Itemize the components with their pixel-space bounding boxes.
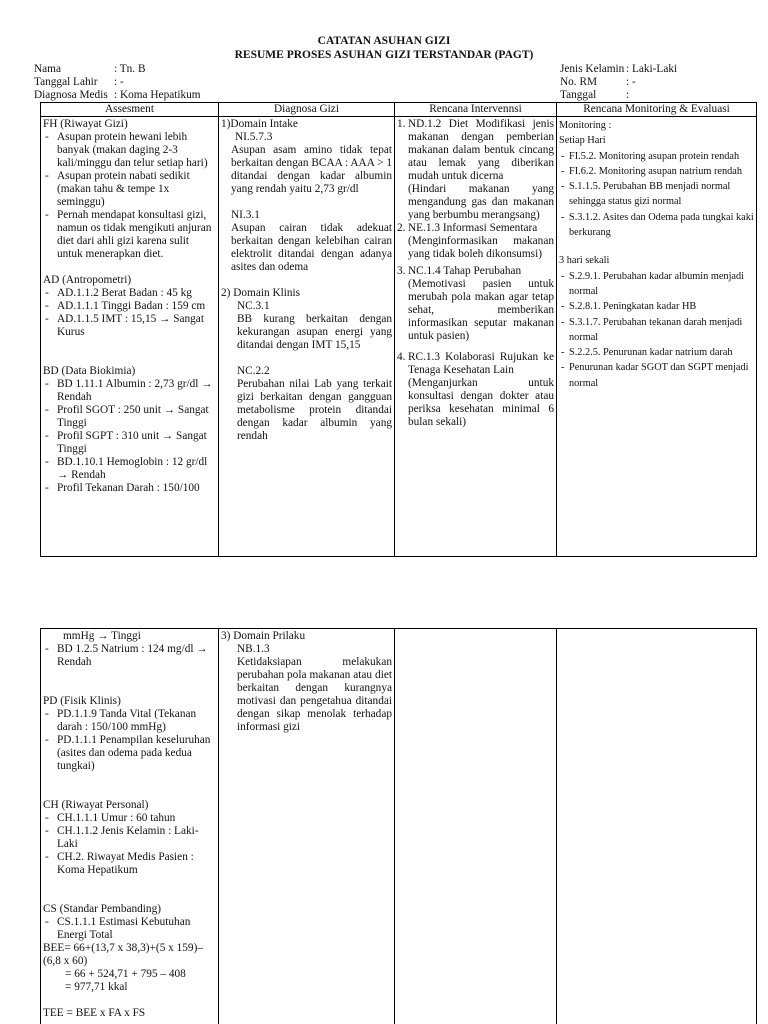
list-item: - BD.1.10.1 Hemoglobin : 12 gr/dl → Rendah — [45, 456, 208, 481]
diagnosis-code: NI.3.1 — [231, 209, 260, 221]
no-rm-row — [560, 76, 677, 89]
list-item: - AD.1.1.1 Tinggi Badan : 159 cm — [45, 300, 206, 312]
list-item: - S.1.1.5. Perubahan BB menjadi normal sehingga status gizi normal — [561, 181, 731, 208]
pagt-table — [40, 102, 757, 557]
table-body-row — [41, 629, 757, 1024]
intervention-item: 3. NC.1.4 Tahap Perubahan (Memotivasi pasien untuk merubah pola makan agar tetap sehat, memberikan informasikan seputar makanan untuk pasien) — [397, 265, 554, 342]
nama-row — [34, 63, 201, 76]
intervention-item: 2. NE.1.3 Informasi Sementara (Menginformasikan makanan yang tidak boleh dikonsumsi) — [397, 222, 554, 260]
fh-title: FH (Riwayat Gizi) — [43, 118, 128, 130]
tanggal-label: Tanggal — [560, 89, 597, 101]
list-item: - Profil SGOT : 250 unit → Sangat Tinggi — [45, 404, 209, 429]
ch-title: CH (Riwayat Personal) — [43, 799, 149, 811]
patient-info-left — [34, 63, 201, 102]
column-header-diagnosa: Diagnosa Gizi — [219, 103, 395, 117]
list-item: - Profil Tekanan Darah : 150/100 — [45, 482, 200, 494]
diagnosa-cell — [219, 117, 395, 557]
jenis-kelamin-value: : Laki-Laki — [626, 63, 678, 75]
document-subtitle: RESUME PROSES ASUHAN GIZI TERSTANDAR (PAGT) — [234, 49, 534, 61]
list-item: - Pernah mendapat konsultasi gizi, namun os tidak mengikuti anjuran diet dari ahli gizi karena sulit untuk menerapkan diet. — [45, 209, 212, 260]
domain-intake-title: 1)Domain Intake — [221, 118, 298, 130]
bd-title: BD (Data Biokimia) — [43, 365, 136, 377]
diagnosa-medis-row — [34, 89, 201, 102]
ad-title: AD (Antropometri) — [43, 274, 132, 286]
list-item: - CH.1.1.1 Umur : 60 tahun — [45, 812, 176, 824]
intervensi-cell — [395, 117, 557, 557]
table-header-row — [41, 103, 757, 117]
list-item: - Asupan protein nabati sedikit (makan tahu & tempe 1x seminggu) — [45, 170, 190, 208]
bee-step: = 66 + 524,71 + 795 – 408 — [65, 968, 186, 980]
diagnosis-text: Asupan cairan tidak adekuat berkaitan dengan kelebihan cairan elektrolit ditandai dengan adanya asites dan odema — [231, 222, 392, 273]
diagnosis-text: Asupan asam amino tidak tepat berkaitan dengan BCAA : AAA > 1 ditandai dengan kadar albumin yang rendah yaitu 2,73 gr/dl — [231, 144, 392, 195]
monitoring-frequency: 3 hari sekali — [559, 255, 610, 267]
column-header-assesment: Assesment — [41, 103, 219, 117]
list-item: - S.2.9.1. Perubahan kadar albumin menjadi normal — [561, 270, 745, 297]
diagnosis-code: NC.3.1 — [237, 300, 270, 312]
diagnosis-text: Ketidaksiapan melakukan perubahan pola makanan atau diet berkaitan dengan kurangnya motivasi dan pengetahua ditandai dengan sikap menolak terhadap informasi gizi — [237, 656, 392, 733]
column-header-monitoring: Rencana Monitoring & Evaluasi — [557, 103, 757, 117]
list-item: - AD.1.1.5 IMT : 15,15 → Sangat Kurus — [45, 313, 204, 338]
list-item: - S.3.1.2. Asites dan Odema pada tungkai kaki berkurang — [561, 211, 754, 239]
list-item: - PD.1.1.1 Penampilan keseluruhan (asites dan odema pada kedua tungkai) — [45, 734, 211, 772]
monitoring-cell — [557, 117, 757, 557]
list-item: - Profil SGPT : 310 unit → Sangat Tinggi — [45, 430, 207, 455]
domain-klinis-title: 2) Domain Klinis — [221, 287, 301, 299]
no-rm-value: : - — [626, 76, 636, 88]
list-item: - FI.6.2. Monitoring asupan natrium rendah — [561, 165, 743, 177]
pagt-table-continued — [40, 628, 757, 1024]
list-item: - S.3.1.7. Perubahan tekanan darah menjadi normal — [561, 316, 743, 343]
table-body-row — [41, 117, 757, 557]
pd-title: PD (Fisik Klinis) — [43, 695, 121, 707]
cs-title: CS (Standar Pembanding) — [43, 903, 161, 915]
list-item: - Penurunan kadar SGOT dan SGPT menjadi normal — [561, 362, 749, 389]
intervensi-cell-continued — [395, 629, 557, 1024]
nama-label: Nama — [34, 63, 61, 75]
tee-formula: TEE = BEE x FA x FS — [43, 1007, 146, 1019]
intervention-item: 1. ND.1.2 Diet Modifikasi jenis makanan dengan pemberian makanan dalam bentuk cincang atau lemak yang diberikan mudah untuk dicerna (Hindari makanan yang mengandung gas dan makanan yang berbumbu merangsang) — [397, 118, 554, 221]
list-item: - CS.1.1.1 Estimasi Kebutuhan Energi Total — [45, 916, 191, 941]
column-header-intervensi: Rencana Intervennsi — [395, 103, 557, 117]
jenis-kelamin-row — [560, 63, 677, 76]
list-item: - AD.1.1.2 Berat Badan : 45 kg — [45, 287, 192, 299]
domain-prilaku-title: 3) Domain Prilaku — [221, 630, 306, 642]
diagnosis-code: NI.5.7.3 — [235, 131, 273, 143]
list-item: - CH.1.1.2 Jenis Kelamin : Laki-Laki — [45, 825, 199, 850]
tanggal-lahir-label: Tanggal Lahir — [34, 76, 98, 88]
diagnosis-text: Perubahan nilai Lab yang terkait gizi berkaitan dengan gangguan metabolisme protein ditandai dengan kadar albumin yang rendah — [237, 378, 392, 442]
document-title: CATATAN ASUHAN GIZI — [317, 35, 451, 47]
intervention-item: 4. RC.1.3 Kolaborasi Rujukan ke Tenaga Kesehatan Lain (Menganjurkan untuk konsultasi dengan dokter atau periksa kesehatan minimal 6 bulan sekali) — [397, 351, 554, 428]
assessment-cell-continued — [41, 629, 219, 1024]
assessment-cell — [41, 117, 219, 557]
diagnosis-code: NB.1.3 — [237, 643, 270, 655]
monitoring-cell-continued — [557, 629, 757, 1024]
diagnosa-medis-value: : Koma Hepatikum — [114, 89, 201, 101]
list-item: - S.2.8.1. Peningkatan kadar HB — [561, 301, 697, 313]
tanggal-row — [560, 89, 677, 102]
diagnosa-medis-label: Diagnosa Medis — [34, 89, 108, 101]
bee-result: = 977,71 kkal — [65, 981, 128, 993]
list-item: - FI.5.2. Monitoring asupan protein rendah — [561, 150, 740, 162]
list-item: - BD 1.11.1 Albumin : 2,73 gr/dl → Rendah — [45, 378, 213, 403]
continued-line: mmHg → Tinggi — [63, 630, 141, 642]
diagnosis-code: NC.2.2 — [237, 365, 270, 377]
diagnosis-text: BB kurang berkaitan dengan kekurangan asupan energi yang ditandai dengan IMT 15,15 — [237, 313, 392, 351]
no-rm-label: No. RM — [560, 76, 598, 88]
bee-formula: BEE= 66+(13,7 x 38,3)+(5 x 159)–(6,8 x 60) — [43, 942, 203, 967]
list-item: - CH.2. Riwayat Medis Pasien : Koma Hepatikum — [45, 851, 194, 876]
jenis-kelamin-label: Jenis Kelamin — [560, 63, 625, 75]
tanggal-lahir-value: : - — [114, 76, 124, 88]
list-item: - S.2.2.5. Penurunan kadar natrium darah — [561, 347, 733, 359]
patient-info-right — [560, 63, 677, 102]
monitoring-frequency: Setiap Hari — [559, 135, 606, 147]
list-item: - BD 1.2.5 Natrium : 124 mg/dl → Rendah — [45, 643, 208, 668]
list-item: - Asupan protein hewani lebih banyak (makan daging 2-3 kali/minggu dan telur setiap hari) — [45, 131, 208, 169]
diagnosa-cell-continued — [219, 629, 395, 1024]
tanggal-value: : — [626, 89, 630, 101]
nama-value: : Tn. B — [114, 63, 146, 75]
list-item: - PD.1.1.9 Tanda Vital (Tekanan darah : 150/100 mmHg) — [45, 708, 197, 733]
tanggal-lahir-row — [34, 76, 201, 89]
monitoring-title: Monitoring : — [559, 120, 612, 131]
